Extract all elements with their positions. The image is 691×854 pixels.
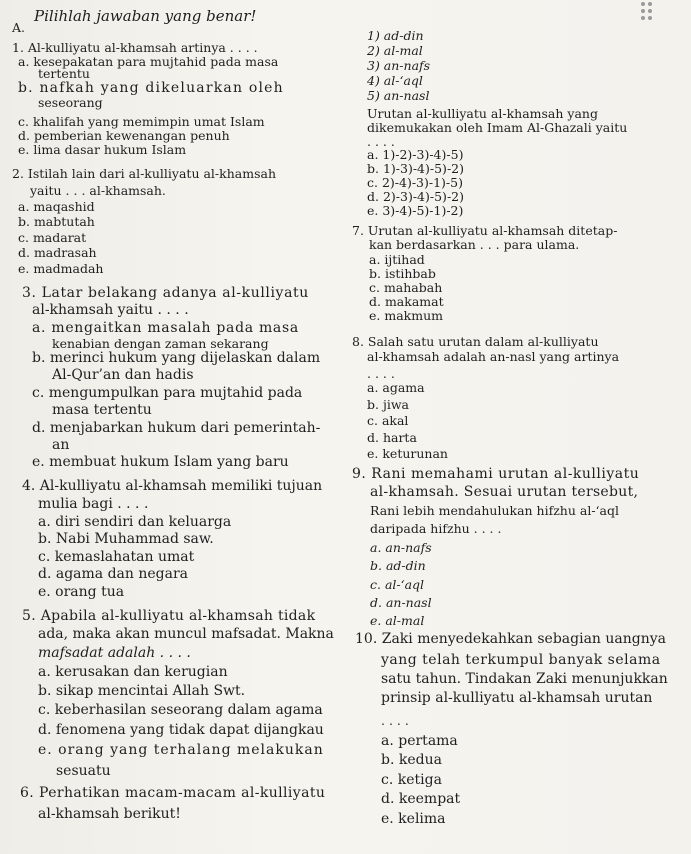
option-3d[interactable]: d. menjabarkan hukum dari pemerintah- (32, 420, 321, 436)
question-5: 5. Apabila al-kulliyatu al-khamsah tidak (22, 608, 316, 624)
question-1: 1. Al-kulliyatu al-khamsah artinya . . . . (12, 40, 258, 55)
option-2a[interactable]: a. maqashid (18, 199, 95, 214)
option-5d[interactable]: d. fenomena yang tidak dapat dijangkau (38, 722, 324, 738)
option-3b[interactable]: b. merinci hukum yang dijelaskan dalam (32, 350, 321, 366)
question-2-cont: yaitu . . . al-khamsah. (30, 183, 166, 198)
option-9d[interactable]: d. an-nasl (370, 595, 432, 610)
section-heading: Pilihlah jawaban yang benar! (34, 7, 257, 25)
option-10c[interactable]: c. ketiga (381, 772, 442, 788)
option-5e-cont: sesuatu (56, 763, 111, 779)
option-6d[interactable]: d. 2)-3)-4)-5)-2) (367, 189, 464, 204)
question-2: 2. Istilah lain dari al-kulliyatu al-khamsah (12, 166, 276, 181)
option-9b[interactable]: b. ad-din (370, 558, 426, 573)
option-6b[interactable]: b. 1)-3)-4)-5)-2) (367, 161, 464, 176)
option-3e[interactable]: e. membuat hukum Islam yang baru (32, 454, 289, 470)
question-9-cont3: daripada hifzhu . . . . (370, 521, 502, 536)
option-1d[interactable]: d. pemberian kewenangan penuh (18, 128, 230, 143)
list-item-5: 5) an-nasl (367, 88, 430, 103)
option-10b[interactable]: b. kedua (381, 752, 442, 768)
question-7-cont: kan berdasarkan . . . para ulama. (369, 237, 580, 252)
option-4d[interactable]: d. agama dan negara (38, 566, 189, 582)
question-9-cont: al-khamsah. Sesuai urutan tersebut, (370, 484, 639, 500)
option-1a[interactable]: a. kesepakatan para mujtahid pada masa (18, 54, 279, 69)
option-4b[interactable]: b. Nabi Muhammad saw. (38, 531, 214, 547)
option-1b[interactable]: b. nafkah yang dikeluarkan oleh (18, 80, 284, 96)
option-3c[interactable]: c. mengumpulkan para mujtahid pada (32, 385, 303, 401)
option-6e[interactable]: e. 3)-4)-5)-1)-2) (367, 203, 464, 218)
option-2d[interactable]: d. madrasah (18, 245, 97, 260)
question-10-cont2: satu tahun. Tindakan Zaki menunjukkan (381, 671, 668, 687)
section-letter: A. (12, 20, 26, 35)
question-10: 10. Zaki menyedekahkan sebagian uangnya (355, 631, 667, 647)
option-9a[interactable]: a. an-nafs (370, 540, 432, 555)
option-5c[interactable]: c. keberhasilan seseorang dalam agama (38, 702, 323, 718)
option-2c[interactable]: c. madarat (18, 230, 87, 245)
question-7: 7. Urutan al-kulliyatu al-khamsah ditetap- (352, 223, 618, 238)
option-7b[interactable]: b. istihbab (369, 266, 436, 281)
option-1c[interactable]: c. khalifah yang memimpin umat Islam (18, 114, 265, 129)
list-item-1: 1) ad-din (367, 28, 424, 43)
question-5-cont: ada, maka akan muncul mafsadat. Makna (38, 626, 334, 642)
option-1b-cont: seseorang (38, 95, 103, 110)
question-8-dots: . . . . (367, 366, 395, 381)
option-1e[interactable]: e. lima dasar hukum Islam (18, 142, 187, 157)
more-options-icon[interactable] (641, 2, 659, 20)
option-7a[interactable]: a. ijtihad (369, 252, 425, 267)
option-7c[interactable]: c. mahabah (369, 280, 443, 295)
question-9: 9. Rani memahami urutan al-kulliyatu (352, 466, 640, 482)
option-7d[interactable]: d. makamat (369, 294, 444, 309)
list-item-3: 3) an-nafs (367, 58, 431, 73)
option-3c-cont: masa tertentu (52, 402, 152, 418)
question-6-stem: Urutan al-kulliyatu al-khamsah yang (367, 106, 598, 121)
option-4a[interactable]: a. diri sendiri dan keluarga (38, 514, 232, 530)
question-4: 4. Al-kulliyatu al-khamsah memiliki tujuan (22, 478, 323, 494)
option-10e[interactable]: e. kelima (381, 811, 446, 827)
question-6-cont: al-khamsah berikut! (38, 806, 181, 822)
option-5b[interactable]: b. sikap mencintai Allah Swt. (38, 683, 246, 699)
option-6a[interactable]: a. 1)-2)-3)-4)-5) (367, 147, 464, 162)
option-7e[interactable]: e. makmum (369, 308, 443, 323)
question-9-cont2: Rani lebih mendahulukan hifzhu al-‘aql (370, 503, 619, 518)
option-3b-cont: Al-Qur’an dan hadis (52, 367, 194, 383)
question-6-stem-dots: . . . . (367, 134, 395, 149)
option-2b[interactable]: b. mabtutah (18, 214, 95, 229)
option-10d[interactable]: d. keempat (381, 791, 461, 807)
question-3: 3. Latar belakang adanya al-kulliyatu (22, 285, 309, 301)
option-5e[interactable]: e. orang yang terhalang melakukan (38, 742, 324, 758)
option-3a-cont: kenabian dengan zaman sekarang (52, 336, 269, 351)
question-10-cont3: prinsip al-kulliyatu al-khamsah urutan (381, 690, 653, 706)
question-8-cont: al-khamsah adalah an-nasl yang artinya (367, 349, 620, 364)
option-9e[interactable]: e. al-mal (370, 613, 425, 628)
question-4-cont: mulia bagi . . . . (38, 496, 149, 512)
option-2e[interactable]: e. madmadah (18, 261, 104, 276)
option-8c[interactable]: c. akal (367, 413, 409, 428)
option-3d-cont: an (52, 437, 70, 453)
question-6-stem-cont: dikemukakan oleh Imam Al-Ghazali yaitu (367, 120, 628, 135)
option-8b[interactable]: b. jiwa (367, 397, 409, 412)
list-item-2: 2) al-mal (367, 43, 423, 58)
option-5a[interactable]: a. kerusakan dan kerugian (38, 664, 228, 680)
option-6c[interactable]: c. 2)-4)-3)-1)-5) (367, 175, 463, 190)
question-3-cont: al-khamsah yaitu . . . . (32, 302, 189, 318)
option-4e[interactable]: e. orang tua (38, 584, 125, 600)
option-8e[interactable]: e. keturunan (367, 446, 448, 461)
question-5-cont2: mafsadat adalah . . . . (38, 645, 191, 661)
question-10-dots: . . . . (381, 713, 409, 728)
question-8: 8. Salah satu urutan dalam al-kulliyatu (352, 334, 599, 349)
option-10a[interactable]: a. pertama (381, 733, 458, 749)
option-4c[interactable]: c. kemaslahatan umat (38, 549, 195, 565)
option-9c[interactable]: c. al-‘aql (370, 577, 425, 592)
option-8a[interactable]: a. agama (367, 380, 425, 395)
option-8d[interactable]: d. harta (367, 430, 417, 445)
option-3a[interactable]: a. mengaitkan masalah pada masa (32, 320, 299, 336)
option-1a-cont: tertentu (38, 66, 90, 81)
question-10-cont: yang telah terkumpul banyak selama (381, 652, 661, 668)
list-item-4: 4) al-‘aql (367, 73, 423, 88)
question-6: 6. Perhatikan macam-macam al-kulliyatu (20, 785, 326, 801)
